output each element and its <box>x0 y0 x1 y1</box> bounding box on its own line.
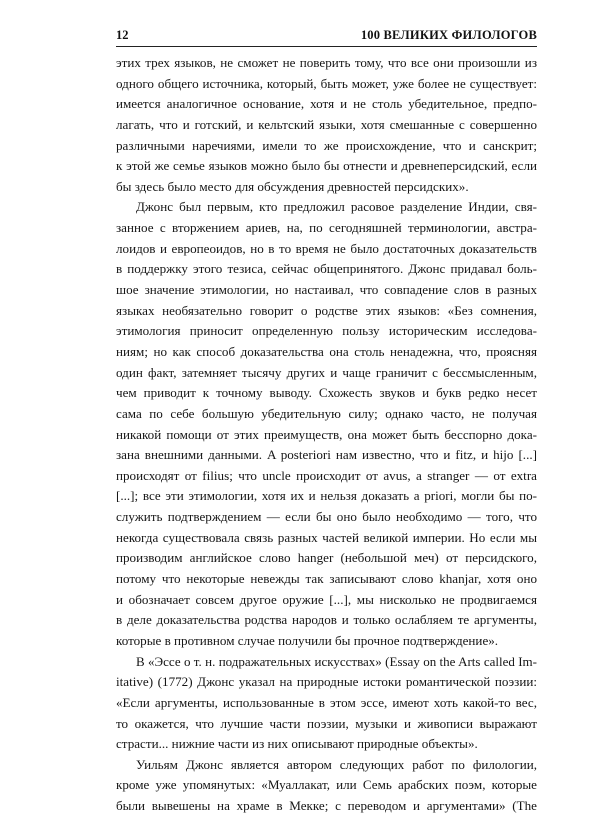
body-text <box>116 53 537 817</box>
text-line: лагать, что и готский, и кельтский языки, хотя смешанные с совершенно <box>116 116 537 132</box>
text-line: страсти... нижние части из них описывают природные объекты». <box>116 736 478 752</box>
text-line: некогда существовала связь разных частей великой империи. Но если мы <box>116 529 537 545</box>
text-line: «Если аргументы, использованные в этом эссе, имеют хоть какой-то вес, <box>116 694 537 710</box>
text-line: один факт, затемняет тысячу других и чаще граничит с бессмысленным, <box>116 364 537 380</box>
text-line: происходят от filius; что uncle происходит от avus, a stranger — от extra <box>116 467 537 483</box>
text-line: служить подтверждением — если бы оно было необходимо — того, что <box>116 509 537 525</box>
text-line: Джонс был первым, кто предложил расовое разделение Индии, свя- <box>136 199 537 215</box>
header-rule <box>116 46 537 47</box>
text-line: одного общего источника, который, быть может, уже более не существует: <box>116 75 537 91</box>
book-title: 100 ВЕЛИКИХ ФИЛОЛОГОВ <box>360 28 537 42</box>
text-line: которые в противном случае получили бы прочное подтверждение». <box>116 632 499 648</box>
text-line: этимология приносит определенную пользу историческим исследова- <box>116 323 537 339</box>
text-line: никакой помощи от этих преимуществ, она может быть бесспорно дока- <box>116 426 537 442</box>
text-line: [...]; все эти этимологии, хотя их и нельзя доказать a priori, могли бы по- <box>116 488 537 504</box>
page-number: 12 <box>116 28 129 42</box>
text-line: Уильям Джонс является автором следующих работ по филологии, <box>136 756 537 772</box>
text-line: itative) (1772) Джонс указал на природные истоки романтической поэзии: <box>116 674 537 690</box>
text-line: к этой же семье языков можно было бы отнести и древнеперсидский, если <box>116 158 537 174</box>
text-line: бы здесь было место для обсуждения древностей персидских». <box>116 178 469 194</box>
text-line: В «Эссе о т. н. подражательных искусствах» (Essay on the Arts called Im- <box>136 653 537 669</box>
text-line: этих трех языков, не сможет не поверить тому, что все они произошли из <box>116 55 537 70</box>
text-line: и обозначает совсем другое оружие [...], мы нисколько не продвигаемся <box>116 591 537 607</box>
text-line: имеется аналогичное основание, хотя и не столь убедительное, предпо- <box>116 96 537 112</box>
text-line: потому что некоторые невежды так записывают слово khanjar, хотя оно <box>116 571 537 587</box>
text-line: различными наречиями, имели то же происхождение, что и санскрит; <box>116 137 537 153</box>
text-line: сама по себе большую убедительную силу; однако часто, не получая <box>116 405 537 421</box>
text-line: кроме уже упомянутых: «Муаллакат, или Семь арабских поэм, которые <box>116 777 537 793</box>
text-line: были вывешены на храме в Мекке; с переводом и аргументами» (The <box>116 798 537 814</box>
text-line: шое значение этимологии, но настаивал, что совпадение слов в разных <box>116 282 537 298</box>
text-line: производим английское слово hanger (небольшой меч) от персидского, <box>116 550 537 566</box>
text-line: то окажется, что лучшие части поэзии, музыки и живописи выражают <box>116 715 537 731</box>
text-line: зана внешними данными. A posteriori нам известно, что и fitz, и hijo [...] <box>116 447 537 463</box>
text-line: в деле доказательства родства народов и только ослабляем те аргументы, <box>116 612 537 628</box>
text-line: лоидов и европеоидов, но в то время не было достаточных доказательств <box>116 240 537 256</box>
running-header <box>116 28 537 46</box>
text-line: в поддержку этого тезиса, сейчас общепринятого. Джонс придавал боль- <box>116 261 537 277</box>
text-line: ниям; но как способ доказательства она столь ненадежна, что, проясняя <box>116 343 537 359</box>
text-line: языках необязательно говорит о родстве этих языков: «Без сомнения, <box>116 302 537 318</box>
text-line: чем приводит к точному выводу. Схожесть звуков и букв редко несет <box>116 385 537 401</box>
text-line: занное с вторжением ариев, на, по сегодняшней терминологии, австра- <box>116 220 537 236</box>
